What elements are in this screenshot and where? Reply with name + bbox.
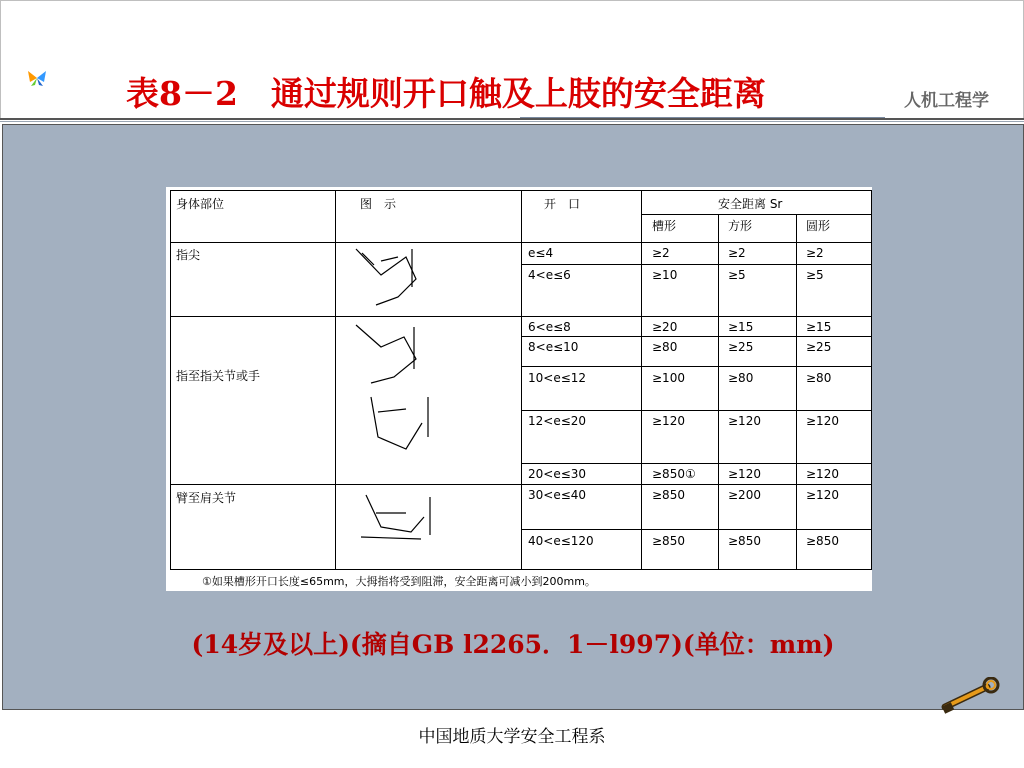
row-slot: ≥20 — [652, 320, 678, 334]
row-square: ≥120 — [728, 467, 761, 481]
row-round: ≥120 — [806, 414, 839, 428]
butterfly-logo-icon — [26, 68, 48, 88]
group-finger-hand: 指至指关节或手 — [176, 369, 261, 383]
row-square: ≥850 — [728, 534, 761, 548]
row-slot: ≥120 — [652, 414, 685, 428]
row-slot: ≥850① — [652, 467, 696, 481]
row-slot: ≥850 — [652, 534, 685, 548]
row-square: ≥15 — [728, 320, 754, 334]
header-diagram: 图 示 — [360, 197, 397, 211]
row-square: ≥80 — [728, 371, 754, 385]
header-square: 方形 — [728, 219, 753, 233]
header-opening: 开 口 — [544, 197, 581, 211]
finger-hand-diagram — [356, 325, 428, 449]
header-divider-thin — [0, 121, 1024, 122]
row-round: ≥80 — [806, 371, 832, 385]
footer-text: 中国地质大学安全工程系 — [418, 727, 606, 747]
header-body-part: 身体部位 — [176, 197, 225, 211]
row-square: ≥2 — [728, 246, 746, 260]
row-slot: ≥80 — [652, 340, 678, 354]
row-opening: 12<e≤20 — [528, 414, 587, 428]
row-square: ≥25 — [728, 340, 754, 354]
row-opening: 8<e≤10 — [528, 340, 579, 354]
row-opening: e≤4 — [528, 246, 554, 260]
row-slot: ≥100 — [652, 371, 685, 385]
row-opening: 4<e≤6 — [528, 268, 571, 282]
row-round: ≥2 — [806, 246, 824, 260]
row-square: ≥200 — [728, 488, 761, 502]
course-subtitle: 人机工程学 — [904, 91, 989, 111]
row-round: ≥25 — [806, 340, 832, 354]
row-slot: ≥10 — [652, 268, 678, 282]
wrench-icon[interactable] — [939, 677, 1005, 715]
row-square: ≥5 — [728, 268, 746, 282]
header-slot: 槽形 — [652, 219, 677, 233]
header-divider-accent — [520, 117, 885, 118]
table-footnote: ①如果槽形开口长度≤65mm，大拇指将受到阻滞，安全距离可减小到200mm。 — [202, 575, 596, 588]
row-square: ≥120 — [728, 414, 761, 428]
row-slot: ≥2 — [652, 246, 670, 260]
header-round: 圆形 — [806, 219, 831, 233]
row-round: ≥850 — [806, 534, 839, 548]
row-round: ≥5 — [806, 268, 824, 282]
table-caption: (14岁及以上)(摘自GB l2265．1－l997)(单位：mm) — [191, 630, 835, 659]
row-round: ≥120 — [806, 467, 839, 481]
row-round: ≥120 — [806, 488, 839, 502]
row-opening: 20<e≤30 — [528, 467, 587, 481]
row-opening: 30<e≤40 — [528, 488, 587, 502]
fingertip-diagram — [356, 249, 416, 305]
row-round: ≥15 — [806, 320, 832, 334]
group-arm-shoulder: 臂至肩关节 — [176, 491, 237, 505]
table-grid — [166, 187, 872, 591]
arm-shoulder-diagram — [361, 495, 430, 539]
slide-title: 表8－2 通过规则开口触及上肢的安全距离 — [126, 74, 766, 113]
group-fingertip: 指尖 — [176, 248, 201, 262]
header-divider — [0, 118, 1024, 120]
safety-distance-table — [166, 187, 872, 591]
row-opening: 6<e≤8 — [528, 320, 571, 334]
slide-header — [0, 0, 1024, 120]
row-opening: 10<e≤12 — [528, 371, 587, 385]
row-opening: 40<e≤120 — [528, 534, 594, 548]
row-slot: ≥850 — [652, 488, 685, 502]
content-panel — [2, 124, 1024, 710]
header-safety-distance: 安全距离 Sr — [718, 197, 783, 211]
